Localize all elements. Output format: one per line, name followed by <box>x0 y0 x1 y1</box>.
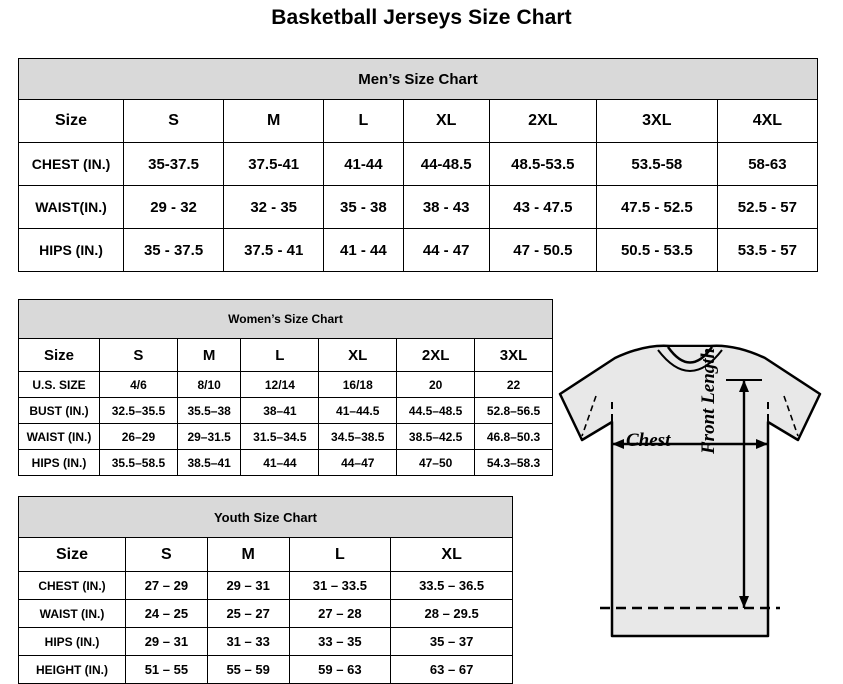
column-header-3xl: 3XL <box>596 100 717 143</box>
column-header-s: S <box>100 339 178 372</box>
cell-chest-3xl: 53.5-58 <box>596 143 717 186</box>
column-header-xl: XL <box>319 339 397 372</box>
column-header-2xl: 2XL <box>489 100 596 143</box>
column-header-xl: XL <box>391 538 513 572</box>
table-row <box>19 656 513 684</box>
cell-hips-xl: 35 – 37 <box>391 628 513 656</box>
column-header-size: Size <box>19 339 100 372</box>
cell-us-size-xl: 16/18 <box>319 372 397 398</box>
column-header-s: S <box>126 538 208 572</box>
front-length-measure-label: Front Length <box>698 347 719 454</box>
table-row <box>19 186 818 229</box>
cell-waist-m: 32 - 35 <box>224 186 324 229</box>
youth-size-chart-table <box>18 496 513 684</box>
row-label-hips: HIPS (IN.) <box>19 450 100 476</box>
youth-chart-title: Youth Size Chart <box>19 497 513 538</box>
column-header-m: M <box>177 339 241 372</box>
womens-chart-title: Women’s Size Chart <box>19 300 553 339</box>
cell-chest-4xl: 58-63 <box>717 143 817 186</box>
table-header-band-row <box>19 497 513 538</box>
row-label-hips: HIPS (IN.) <box>19 229 124 272</box>
row-label-chest: CHEST (IN.) <box>19 143 124 186</box>
table-row <box>19 450 553 476</box>
cell-chest-xl: 44-48.5 <box>403 143 489 186</box>
cell-bust-3xl: 52.8–56.5 <box>475 398 553 424</box>
mens-size-chart-table <box>18 58 818 272</box>
cell-chest-s: 27 – 29 <box>126 572 208 600</box>
table-header-band-row <box>19 59 818 100</box>
cell-hips-2xl: 47–50 <box>397 450 475 476</box>
cell-waist-m: 29–31.5 <box>177 424 241 450</box>
table-row <box>19 229 818 272</box>
cell-hips-l: 33 – 35 <box>289 628 391 656</box>
cell-us-size-s: 4/6 <box>100 372 178 398</box>
column-header-l: L <box>241 339 319 372</box>
table-header-band-row <box>19 300 553 339</box>
cell-hips-s: 35 - 37.5 <box>124 229 224 272</box>
column-header-m: M <box>224 100 324 143</box>
column-header-m: M <box>207 538 289 572</box>
cell-hips-3xl: 50.5 - 53.5 <box>596 229 717 272</box>
cell-waist-2xl: 38.5–42.5 <box>397 424 475 450</box>
column-header-size: Size <box>19 100 124 143</box>
cell-hips-l: 41–44 <box>241 450 319 476</box>
cell-bust-m: 35.5–38 <box>177 398 241 424</box>
cell-height-xl: 63 – 67 <box>391 656 513 684</box>
cell-hips-m: 37.5 - 41 <box>224 229 324 272</box>
cell-chest-xl: 33.5 – 36.5 <box>391 572 513 600</box>
womens-size-chart-table <box>18 299 553 476</box>
cell-waist-3xl: 46.8–50.3 <box>475 424 553 450</box>
cell-us-size-m: 8/10 <box>177 372 241 398</box>
table-row <box>19 424 553 450</box>
table-row <box>19 398 553 424</box>
cell-hips-xl: 44–47 <box>319 450 397 476</box>
cell-height-l: 59 – 63 <box>289 656 391 684</box>
cell-chest-2xl: 48.5-53.5 <box>489 143 596 186</box>
cell-waist-3xl: 47.5 - 52.5 <box>596 186 717 229</box>
page-title: Basketball Jerseys Size Chart <box>271 6 572 29</box>
cell-waist-xl: 28 – 29.5 <box>391 600 513 628</box>
row-label-height: HEIGHT (IN.) <box>19 656 126 684</box>
column-header-size: Size <box>19 538 126 572</box>
cell-hips-xl: 44 - 47 <box>403 229 489 272</box>
table-row <box>19 572 513 600</box>
row-label-us-size: U.S. SIZE <box>19 372 100 398</box>
cell-waist-s: 24 – 25 <box>126 600 208 628</box>
cell-waist-xl: 34.5–38.5 <box>319 424 397 450</box>
cell-hips-s: 29 – 31 <box>126 628 208 656</box>
cell-waist-l: 27 – 28 <box>289 600 391 628</box>
column-header-l: L <box>289 538 391 572</box>
chest-measure-label: Chest <box>626 430 671 451</box>
cell-us-size-3xl: 22 <box>475 372 553 398</box>
cell-bust-l: 38–41 <box>241 398 319 424</box>
column-header-4xl: 4XL <box>717 100 817 143</box>
cell-us-size-l: 12/14 <box>241 372 319 398</box>
cell-height-s: 51 – 55 <box>126 656 208 684</box>
row-label-waist: WAIST (IN.) <box>19 600 126 628</box>
cell-bust-s: 32.5–35.5 <box>100 398 178 424</box>
column-header-xl: XL <box>403 100 489 143</box>
cell-hips-m: 31 – 33 <box>207 628 289 656</box>
table-column-header-row <box>19 538 513 572</box>
column-header-3xl: 3XL <box>475 339 553 372</box>
table-row <box>19 372 553 398</box>
cell-waist-l: 35 - 38 <box>324 186 403 229</box>
cell-hips-m: 38.5–41 <box>177 450 241 476</box>
table-row <box>19 628 513 656</box>
table-row <box>19 143 818 186</box>
cell-hips-4xl: 53.5 - 57 <box>717 229 817 272</box>
cell-waist-4xl: 52.5 - 57 <box>717 186 817 229</box>
row-label-bust: BUST (IN.) <box>19 398 100 424</box>
cell-us-size-2xl: 20 <box>397 372 475 398</box>
jersey-measurement-diagram <box>540 336 840 672</box>
cell-height-m: 55 – 59 <box>207 656 289 684</box>
row-label-waist: WAIST(IN.) <box>19 186 124 229</box>
cell-waist-2xl: 43 - 47.5 <box>489 186 596 229</box>
cell-chest-l: 31 – 33.5 <box>289 572 391 600</box>
cell-bust-2xl: 44.5–48.5 <box>397 398 475 424</box>
cell-waist-s: 26–29 <box>100 424 178 450</box>
row-label-hips: HIPS (IN.) <box>19 628 126 656</box>
cell-chest-s: 35-37.5 <box>124 143 224 186</box>
table-row <box>19 600 513 628</box>
cell-chest-l: 41-44 <box>324 143 403 186</box>
column-header-2xl: 2XL <box>397 339 475 372</box>
cell-waist-xl: 38 - 43 <box>403 186 489 229</box>
cell-waist-s: 29 - 32 <box>124 186 224 229</box>
mens-chart-title: Men’s Size Chart <box>19 59 818 100</box>
cell-waist-m: 25 – 27 <box>207 600 289 628</box>
cell-hips-s: 35.5–58.5 <box>100 450 178 476</box>
cell-chest-m: 29 – 31 <box>207 572 289 600</box>
cell-hips-3xl: 54.3–58.3 <box>475 450 553 476</box>
column-header-s: S <box>124 100 224 143</box>
row-label-chest: CHEST (IN.) <box>19 572 126 600</box>
table-column-header-row <box>19 100 818 143</box>
table-column-header-row <box>19 339 553 372</box>
cell-waist-l: 31.5–34.5 <box>241 424 319 450</box>
jersey-shirt-icon <box>540 336 840 672</box>
cell-bust-xl: 41–44.5 <box>319 398 397 424</box>
cell-chest-m: 37.5-41 <box>224 143 324 186</box>
cell-hips-2xl: 47 - 50.5 <box>489 229 596 272</box>
cell-hips-l: 41 - 44 <box>324 229 403 272</box>
column-header-l: L <box>324 100 403 143</box>
row-label-waist: WAIST (IN.) <box>19 424 100 450</box>
